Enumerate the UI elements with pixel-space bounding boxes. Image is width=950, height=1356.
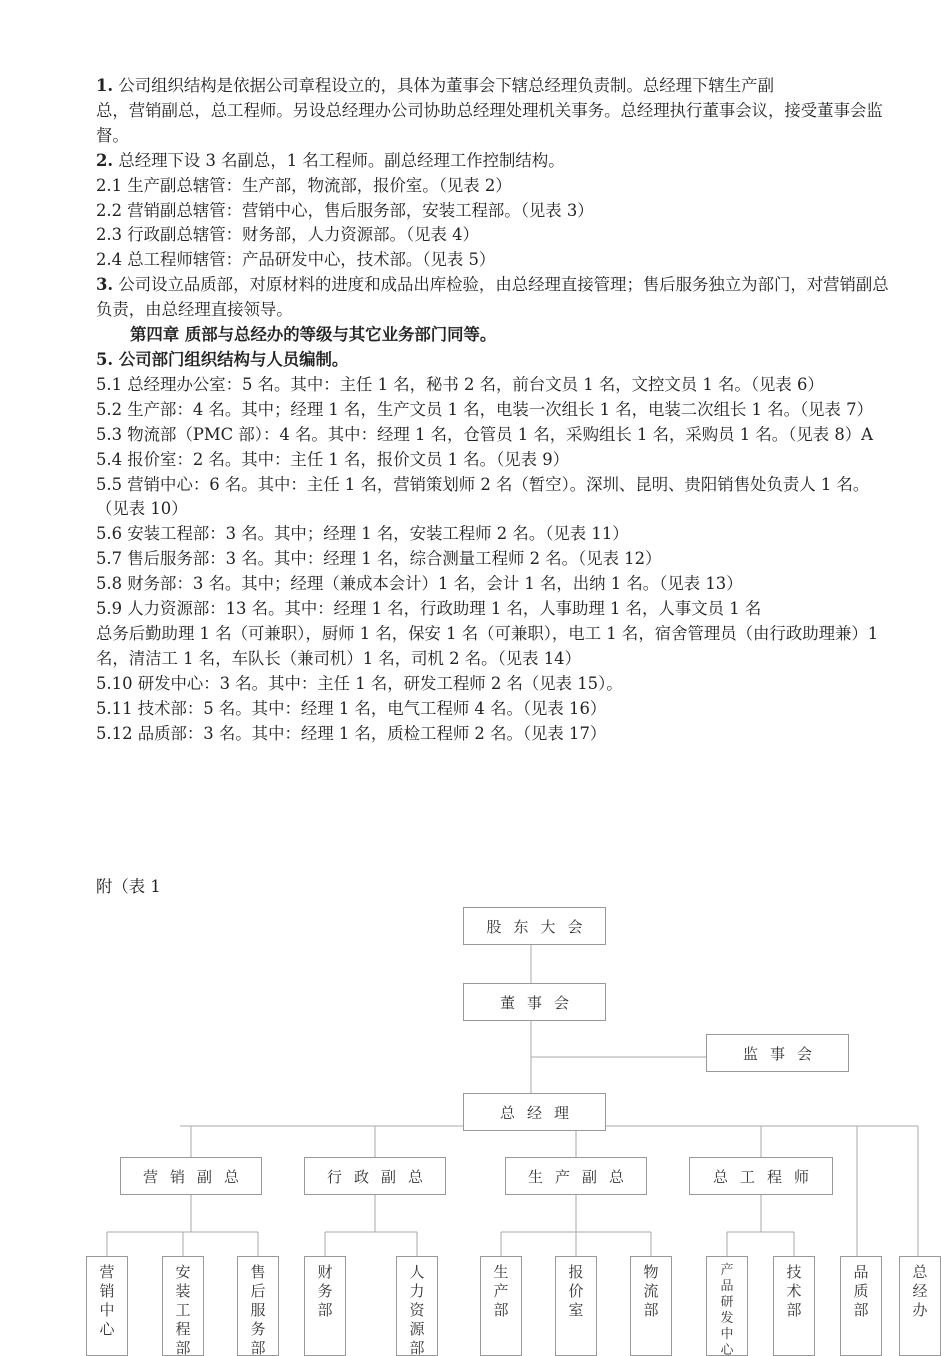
paragraph-text: 2.1 生产副总辖管：生产部，物流部，报价室。（见表 2） — [96, 175, 512, 195]
paragraph-text: 5.3 物流部（PMC 部）：4 名。其中：经理 1 名，仓管员 1 名，采购组长 1 名，采购员 1 名。（见表 8）A — [96, 424, 874, 444]
org-department-node: 品 质 部 — [840, 1256, 882, 1356]
paragraph-text: 第四章 质部与总经办的等级与其它业务部门同等。 — [130, 325, 497, 345]
paragraph-text: 总经理下设 3 名副总，1 名工程师。副总经理工作控制结构。 — [118, 150, 565, 170]
org-department-node: 售 后 服 务 部 — [237, 1256, 279, 1356]
appendix-label: 附（表 1 — [96, 877, 161, 896]
org-department-node: 生 产 部 — [480, 1256, 522, 1356]
paragraph-text: 公司组织结构是依据公司章程设立的，具体为董事会下辖总经理负责制。总经理下辖生产副 — [118, 76, 774, 95]
org-department-node: 财 务 部 — [304, 1256, 346, 1356]
paragraph-text: 总务后勤助理 1 名（可兼职），厨师 1 名，保安 1 名（可兼职），电工 1 名，宿舍管理员（由行政助理兼）1 名，清洁工 1 名，车队长（兼司机）1 名，司机 2 名。（见表 14） — [96, 623, 879, 668]
org-department-node: 技 术 部 — [773, 1256, 815, 1356]
org-node: 监事会 — [706, 1034, 849, 1072]
org-department-node: 安 装 工 程 部 — [162, 1256, 204, 1356]
org-department-node: 物 流 部 — [630, 1256, 672, 1356]
paragraph-text: 5.12 品质部：3 名。其中：经理 1 名，质检工程师 2 名。（见表 17） — [96, 723, 607, 743]
paragraph-text: 2.4 总工程师辖管：产品研发中心，技术部。（见表 5） — [96, 250, 496, 270]
paragraph-text: 5.10 研发中心：3 名。其中：主任 1 名，研发工程师 2 名（见表 15）。 — [96, 673, 623, 693]
org-department-node: 报 价 室 — [555, 1256, 597, 1356]
paragraph-number: 2. — [96, 150, 114, 170]
org-node: 生产副总 — [505, 1157, 647, 1195]
paragraph-number: 5. — [96, 349, 114, 369]
paragraph-text: 5.7 售后服务部：3 名。其中：经理 1 名，综合测量工程师 2 名。（见表 12） — [96, 549, 662, 569]
org-node: 行政副总 — [304, 1157, 446, 1195]
org-node: 总工程师 — [689, 1157, 833, 1195]
paragraph-number: 1. — [96, 76, 114, 95]
org-department-node: 产 品 研 发 中 心 — [706, 1256, 748, 1356]
paragraph-text: 5.6 安装工程部：3 名。其中；经理 1 名，安装工程师 2 名。（见表 11） — [96, 524, 629, 544]
paragraph-text: 5.11 技术部：5 名。其中：经理 1 名，电气工程师 4 名。（见表 16） — [96, 698, 607, 718]
paragraph-text: 公司设立品质部，对原材料的进度和成品出库检验，由总经理直接管理；售后服务独立为部门，对营销副总负责，由总经理直接领导。 — [96, 275, 889, 320]
paragraph-text: 5.1 总经理办公室：5 名。其中：主任 1 名，秘书 2 名，前台文员 1 名，文控文员 1 名。（见表 6） — [96, 374, 824, 394]
paragraph-number: 3. — [96, 275, 114, 295]
paragraph-text: 公司部门组织结构与人员编制。 — [118, 349, 349, 369]
paragraph-text: 5.2 生产部：4 名。其中；经理 1 名，生产文员 1 名，电装一次组长 1 名，电装二次组长 1 名。（见表 7） — [96, 399, 873, 419]
paragraph-text: 5.4 报价室：2 名。其中：主任 1 名，报价文员 1 名。（见表 9） — [96, 449, 570, 469]
paragraph-text: 5.8 财务部：3 名。其中；经理（兼成本会计）1 名，会计 1 名，出纳 1 名。（见表 13） — [96, 574, 743, 594]
org-node: 营销副总 — [120, 1157, 262, 1195]
paragraph-text: 总，营销副总，总工程师。另设总经理办公司协助总经理处理机关事务。总经理执行董事会议，接受董事会监督。 — [96, 100, 883, 145]
org-department-node: 营 销 中 心 — [86, 1256, 128, 1356]
org-department-node: 人 力 资 源 部 — [396, 1256, 438, 1356]
paragraph-text: 2.3 行政副总辖管：财务部，人力资源部。（见表 4） — [96, 225, 479, 245]
paragraph-text: 2.2 营销副总辖管：营销中心，售后服务部，安装工程部。（见表 3） — [96, 200, 594, 220]
paragraph-text: 5.5 营销中心：6 名。其中：主任 1 名，营销策划师 2 名（暂空）。深圳、昆明、贵阳销售处负责人 1 名。（见表 10） — [96, 474, 870, 519]
org-node: 总经理 — [463, 1093, 606, 1131]
org-node: 股东大会 — [463, 907, 606, 945]
paragraph-text: 5.9 人力资源部：13 名。其中：经理 1 名，行政助理 1 名，人事助理 1 名，人事文员 1 名 — [96, 599, 762, 619]
org-department-node: 总 经 办 — [899, 1256, 941, 1356]
org-node: 董事会 — [463, 983, 606, 1021]
